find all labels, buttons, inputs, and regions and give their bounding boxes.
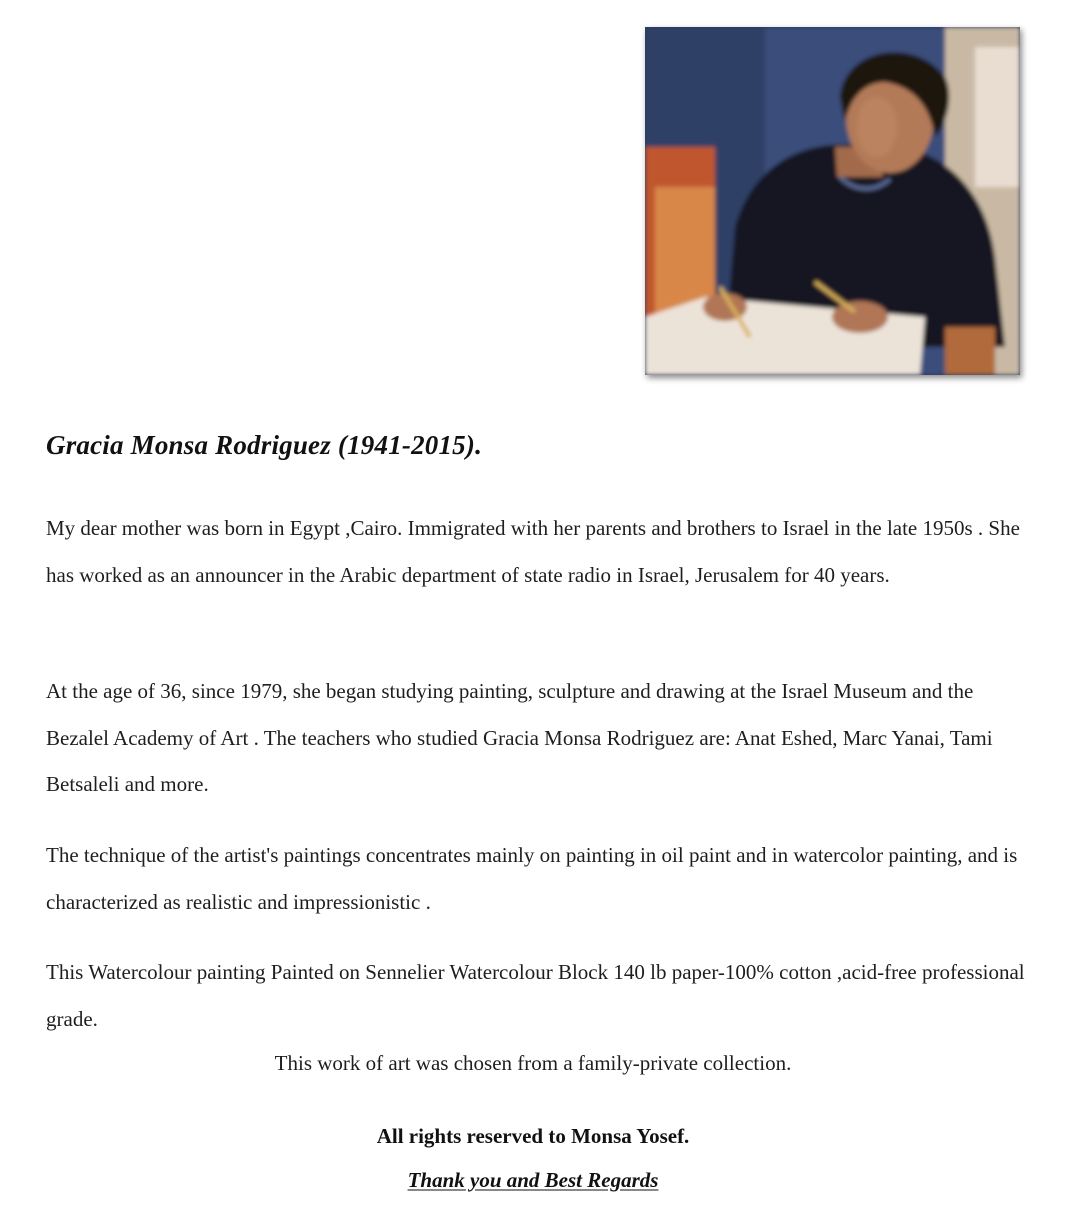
studies-paragraph: At the age of 36, since 1979, she began studying painting, sculpture and drawing at the Israel Museum and the Bezalel Academy of Art . The teachers who studied Gracia Monsa Rodriguez are: Anat Eshed, Marc Yanai, Tami Betsaleli and more. xyxy=(46,679,993,796)
closing-line: Thank you and Best Regards xyxy=(407,1168,659,1192)
biography-paragraph: My dear mother was born in Egypt ,Cairo. Immigrated with her parents and brothers to Israel in the late 1950s . She has worked as an announcer in the Arabic department of state radio in Israel, Jerusalem for 40 years. xyxy=(46,516,1020,587)
artist-portrait-photo xyxy=(645,27,1020,375)
collection-note: This work of art was chosen from a family-private collection. xyxy=(274,1051,792,1075)
portrait-illustration xyxy=(645,27,1020,375)
medium-paragraph: This Watercolour painting Painted on Sennelier Watercolour Block 140 lb paper-100% cotton ,acid-free professional grade. xyxy=(46,960,1025,1031)
page-title: Gracia Monsa Rodriguez (1941-2015). xyxy=(46,430,483,460)
rights-statement: All rights reserved to Monsa Yosef. xyxy=(376,1124,690,1148)
technique-paragraph: The technique of the artist's paintings concentrates mainly on painting in oil paint and in watercolor painting, and is characterized as realistic and impressionistic . xyxy=(46,843,1018,914)
